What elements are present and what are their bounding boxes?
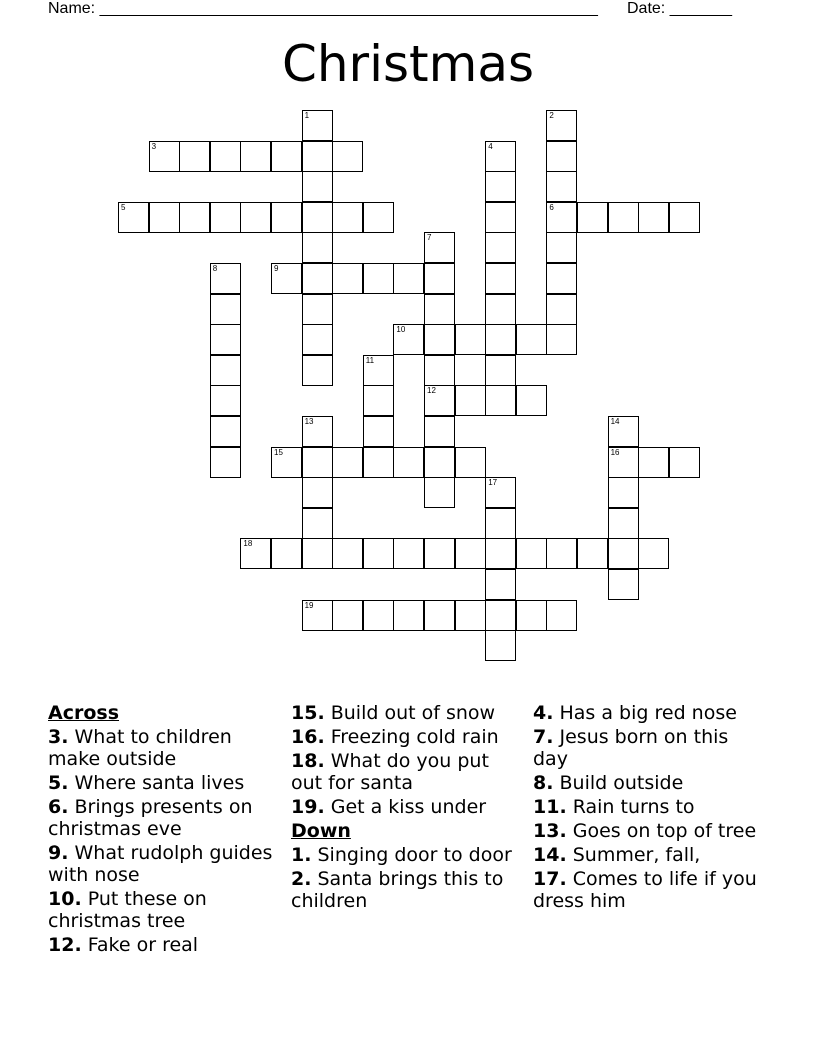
grid-cell[interactable]	[546, 110, 577, 141]
grid-cell[interactable]	[332, 600, 363, 631]
grid-cell[interactable]	[638, 202, 669, 233]
grid-cell[interactable]	[546, 263, 577, 294]
clue-down-17: 17. Comes to life if you dress him	[533, 868, 757, 912]
grid-cell[interactable]	[485, 202, 516, 233]
clue-number: 7	[427, 233, 432, 243]
grid-cell[interactable]	[271, 202, 302, 233]
grid-cell[interactable]	[302, 447, 333, 478]
grid-cell[interactable]	[210, 294, 241, 325]
grid-cell[interactable]	[393, 263, 424, 294]
grid-cell[interactable]	[546, 600, 577, 631]
clue-down-11: 11. Rain turns to	[533, 796, 695, 818]
clue-number: 19	[304, 600, 314, 610]
grid-cell[interactable]	[424, 538, 455, 569]
grid-cell[interactable]	[302, 416, 333, 447]
grid-cell[interactable]	[546, 232, 577, 263]
grid-cell[interactable]	[302, 202, 333, 233]
grid-cell[interactable]	[210, 385, 241, 416]
grid-cell[interactable]	[363, 538, 394, 569]
grid-cell[interactable]	[302, 324, 333, 355]
page-title: Christmas	[281, 35, 535, 93]
grid-cell[interactable]	[485, 569, 516, 600]
clue-across-19: 19. Get a kiss under	[291, 796, 487, 818]
clue-number: 16	[610, 447, 620, 457]
clue-number: 13	[304, 417, 314, 426]
grid-cell[interactable]	[393, 324, 424, 355]
clue-across-12: 12. Fake or real	[48, 934, 199, 956]
grid-cell[interactable]	[149, 202, 180, 233]
clue-number: 15	[274, 447, 283, 457]
clue-number: 5	[121, 202, 126, 212]
grid-cell[interactable]	[546, 324, 577, 355]
grid-cell[interactable]	[363, 263, 394, 294]
grid-cell[interactable]	[485, 630, 516, 661]
clue-across-16: 16. Freezing cold rain	[291, 726, 499, 748]
grid-cell[interactable]	[608, 416, 639, 447]
grid-cell[interactable]	[516, 324, 547, 355]
clue-number: 1	[304, 111, 310, 120]
grid-cell[interactable]	[332, 141, 363, 172]
clue-down-4: 4. Has a big red nose	[533, 702, 737, 724]
grid-cell[interactable]	[485, 263, 516, 294]
grid-cell[interactable]	[332, 263, 363, 294]
grid-cell[interactable]	[608, 569, 639, 600]
grid-cell[interactable]	[363, 600, 394, 631]
grid-cell[interactable]	[424, 600, 455, 631]
grid-cell[interactable]	[455, 385, 486, 416]
grid-cell[interactable]	[271, 141, 302, 172]
grid-cell[interactable]	[302, 355, 333, 386]
grid-cell[interactable]	[271, 263, 302, 294]
grid-cell[interactable]	[363, 202, 394, 233]
grid-cell[interactable]	[546, 294, 577, 325]
grid-cell[interactable]	[638, 538, 669, 569]
grid-cell[interactable]	[546, 171, 577, 202]
grid-cell[interactable]	[485, 355, 516, 386]
clues-column-3	[533, 702, 768, 914]
grid-cell[interactable]	[608, 477, 639, 508]
clue-number: 6	[549, 202, 554, 212]
grid-cell[interactable]	[485, 600, 516, 631]
grid-cell[interactable]	[577, 538, 608, 569]
grid-cell[interactable]	[271, 538, 302, 569]
grid-cell[interactable]	[302, 477, 333, 508]
grid-cell[interactable]	[455, 600, 486, 631]
grid-cell[interactable]	[455, 324, 486, 355]
grid-cell[interactable]	[393, 600, 424, 631]
clue-across-18: 18. What do you put out for santa	[291, 750, 489, 794]
grid-cell[interactable]	[485, 508, 516, 539]
grid-cell[interactable]	[608, 202, 639, 233]
across-heading: Across	[48, 702, 120, 724]
grid-cell[interactable]	[302, 508, 333, 539]
grid-cell[interactable]	[577, 202, 608, 233]
clue-number: 4	[488, 141, 493, 151]
grid-cell[interactable]	[210, 263, 241, 294]
grid-cell[interactable]	[302, 141, 333, 172]
grid-cell[interactable]	[608, 538, 639, 569]
grid-cell[interactable]	[302, 232, 333, 263]
grid-cell[interactable]	[210, 202, 241, 233]
clue-number: 18	[243, 539, 253, 549]
grid-cell[interactable]	[424, 324, 455, 355]
grid-cell[interactable]	[210, 447, 241, 478]
grid-cell[interactable]	[332, 538, 363, 569]
grid-cell[interactable]	[210, 416, 241, 447]
grid-cell[interactable]	[608, 508, 639, 539]
grid-cell[interactable]	[485, 171, 516, 202]
clue-down-2: 2. Santa brings this to children	[291, 868, 504, 912]
clue-number: 12	[427, 386, 436, 396]
grid-cell[interactable]	[485, 232, 516, 263]
down-heading: Down	[291, 820, 351, 842]
grid-cell[interactable]	[424, 477, 455, 508]
grid-cell[interactable]	[240, 141, 271, 172]
grid-cell[interactable]	[302, 294, 333, 325]
grid-cell[interactable]	[393, 538, 424, 569]
grid-cell[interactable]	[669, 447, 700, 478]
clue-down-14: 14. Summer, fall,	[533, 844, 701, 866]
grid-cell[interactable]	[638, 447, 669, 478]
grid-cell[interactable]	[485, 477, 516, 508]
grid-cell[interactable]	[179, 202, 210, 233]
grid-cell[interactable]	[516, 600, 547, 631]
name-field: Name: ________________________________________________________	[48, 0, 598, 17]
grid-cell[interactable]	[485, 385, 516, 416]
grid-cell[interactable]	[546, 202, 577, 233]
grid-cell[interactable]	[516, 538, 547, 569]
grid-cell[interactable]	[485, 141, 516, 172]
grid-cell[interactable]	[302, 538, 333, 569]
clue-down-8: 8. Build outside	[533, 772, 684, 794]
grid-cell[interactable]	[271, 447, 302, 478]
grid-cell[interactable]	[485, 324, 516, 355]
clue-number: 3	[151, 141, 157, 151]
grid-cell[interactable]	[485, 294, 516, 325]
grid-cell[interactable]	[240, 538, 271, 569]
grid-cell[interactable]	[302, 171, 333, 202]
grid-cell[interactable]	[332, 447, 363, 478]
grid-cell[interactable]	[240, 202, 271, 233]
clue-number: 10	[396, 325, 406, 335]
grid-cell[interactable]	[546, 141, 577, 172]
grid-cell[interactable]	[363, 355, 394, 386]
grid-cell[interactable]	[302, 600, 333, 631]
clue-down-1: 1. Singing door to door	[291, 844, 512, 866]
grid-cell[interactable]	[485, 538, 516, 569]
clue-number: 2	[549, 111, 554, 120]
clue-number: 9	[274, 264, 279, 273]
clue-number: 8	[212, 264, 218, 273]
grid-cell[interactable]	[210, 141, 241, 172]
grid-cell[interactable]	[210, 355, 241, 386]
grid-cell[interactable]	[424, 385, 455, 416]
clue-number: 11	[365, 355, 375, 365]
date-field: Date: _______	[627, 0, 732, 17]
grid-cell[interactable]	[424, 355, 455, 386]
grid-cell[interactable]	[179, 141, 210, 172]
clue-down-7: 7. Jesus born on this day	[533, 726, 729, 770]
grid-cell[interactable]	[455, 447, 486, 478]
grid-cell[interactable]	[455, 538, 486, 569]
clue-number: 14	[610, 417, 620, 426]
clue-across-15: 15. Build out of snow	[291, 702, 496, 724]
clue-across-6: 6. Brings presents on christmas eve	[48, 796, 253, 840]
grid-cell[interactable]	[546, 538, 577, 569]
clue-across-3: 3. What to children make outside	[48, 726, 232, 770]
clues-column-1	[48, 702, 276, 958]
grid-cell[interactable]	[363, 447, 394, 478]
grid-cell[interactable]	[332, 202, 363, 233]
grid-cell[interactable]	[608, 447, 639, 478]
clue-across-9: 9. What rudolph guides with nose	[48, 842, 273, 886]
grid-cell[interactable]	[302, 110, 333, 141]
grid-cell[interactable]	[424, 294, 455, 325]
grid-cell[interactable]	[210, 324, 241, 355]
grid-cell[interactable]	[424, 232, 455, 263]
clue-down-13: 13. Goes on top of tree	[533, 820, 757, 842]
clues-column-2	[291, 702, 519, 914]
grid-cell[interactable]	[302, 263, 333, 294]
clue-across-10: 10. Put these on christmas tree	[48, 888, 207, 932]
grid-cell[interactable]	[424, 416, 455, 447]
grid-cell[interactable]	[393, 447, 424, 478]
grid-cell[interactable]	[424, 447, 455, 478]
grid-cell[interactable]	[149, 141, 180, 172]
clue-number: 17	[488, 478, 498, 488]
clue-across-5: 5. Where santa lives	[48, 772, 245, 794]
grid-cell[interactable]	[363, 416, 394, 447]
grid-cell[interactable]	[424, 263, 455, 294]
grid-cell[interactable]	[363, 385, 394, 416]
grid-cell[interactable]	[118, 202, 149, 233]
grid-cell[interactable]	[669, 202, 700, 233]
grid-cell[interactable]	[516, 385, 547, 416]
